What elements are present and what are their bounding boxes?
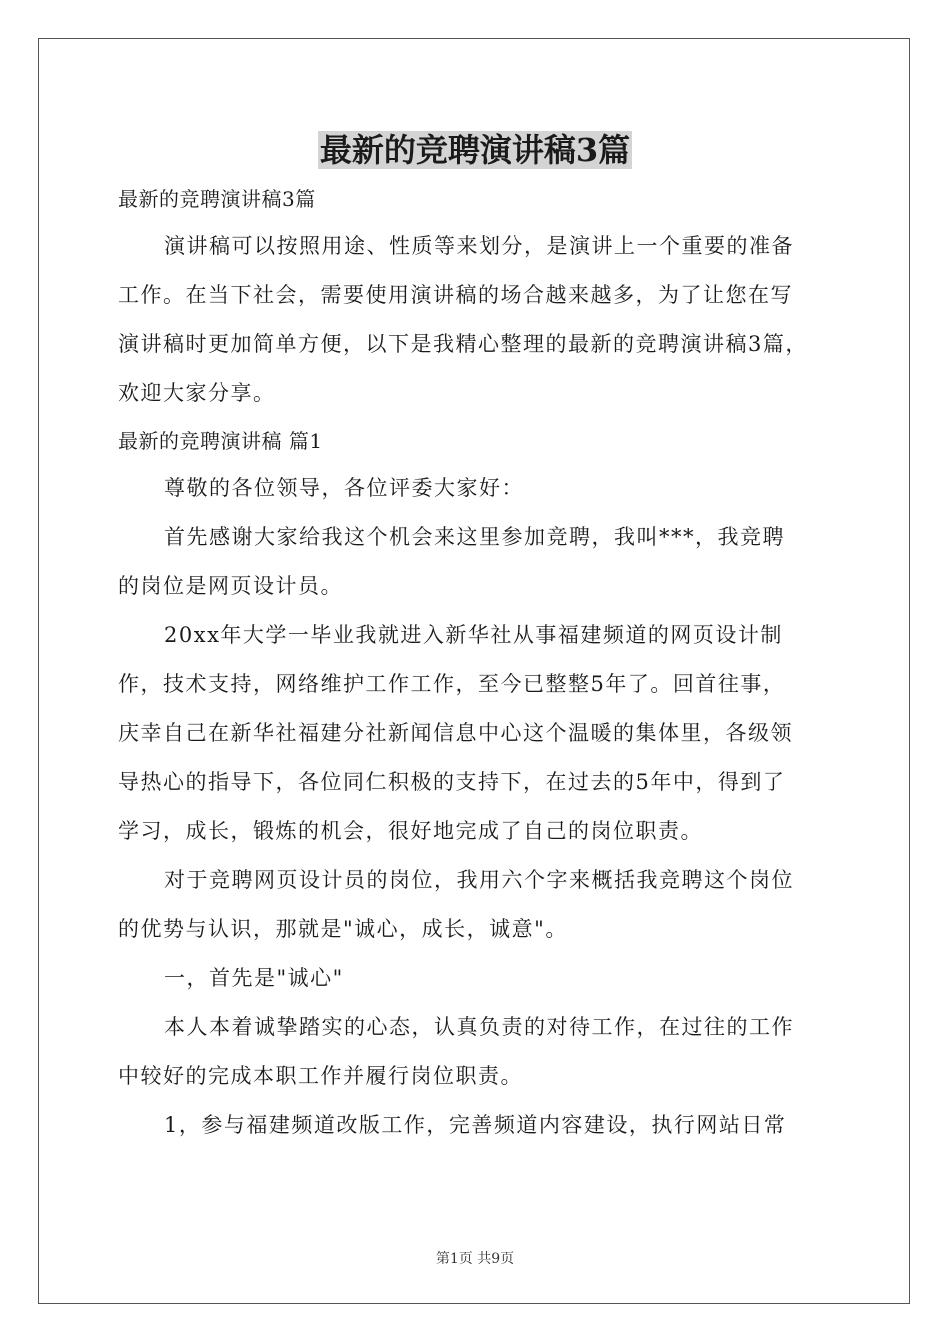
point-heading: 一，首先是"诚心": [164, 966, 344, 990]
paragraph-1: [118, 513, 838, 611]
document-title-text: 最新的竞聘演讲稿3篇: [319, 131, 631, 169]
list-item: 1，参与福建频道改版工作，完善频道内容建设，执行网站日常: [164, 1113, 787, 1137]
document-subtitle: 最新的竞聘演讲稿3篇: [118, 187, 316, 211]
document-body: [118, 176, 838, 1150]
paragraph-line: 中较好的完成本职工作并履行岗位职责。: [118, 1064, 523, 1088]
document-title: [0, 128, 950, 172]
paragraph-line: 欢迎大家分享。: [118, 381, 276, 405]
paragraph-line: 工作。在当下社会，需要使用演讲稿的场合越来越多，为了让您在写: [118, 283, 793, 307]
paragraph-line: 演讲稿可以按照用途、性质等来划分，是演讲上一个重要的准备: [164, 234, 794, 258]
paragraph-line: 庆幸自己在新华社福建分社新闻信息中心这个温暖的集体里，各级领: [118, 721, 793, 745]
greeting-line: 尊敬的各位领导，各位评委大家好：: [164, 476, 524, 500]
page-footer: 第1页 共9页: [435, 1251, 515, 1267]
paragraph-line: 20xx年大学一毕业我就进入新华社从事福建频道的网页设计制: [164, 623, 783, 647]
paragraph-line: 作，技术支持，网络维护工作工作，至今已整整5年了。回首往事，: [118, 672, 786, 696]
paragraph-line: 首先感谢大家给我这个机会来这里参加竞聘，我叫***，我竞聘: [164, 525, 785, 549]
paragraph-4: [118, 1003, 838, 1101]
paragraph-line: 本人本着诚挚踏实的心态，认真负责的对待工作，在过往的工作: [164, 1015, 794, 1039]
section-heading: 最新的竞聘演讲稿 篇1: [118, 429, 323, 453]
paragraph-line: 对于竞聘网页设计员的岗位，我用六个字来概括我竞聘这个岗位: [164, 868, 794, 892]
paragraph-line: 学习，成长，锻炼的机会，很好地完成了自己的岗位职责。: [118, 819, 703, 843]
paragraph-line: 导热心的指导下，各位同仁积极的支持下，在过去的5年中，得到了: [118, 770, 786, 794]
paragraph-line: 演讲稿时更加简单方便，以下是我精心整理的最新的竞聘演讲稿3篇，: [118, 332, 808, 356]
paragraph-2: [118, 611, 838, 856]
intro-paragraph: [118, 222, 838, 418]
paragraph-line: 的岗位是网页设计员。: [118, 574, 343, 598]
paragraph-3: [118, 856, 838, 954]
paragraph-line: 的优势与认识，那就是"诚心，成长，诚意"。: [118, 917, 568, 941]
